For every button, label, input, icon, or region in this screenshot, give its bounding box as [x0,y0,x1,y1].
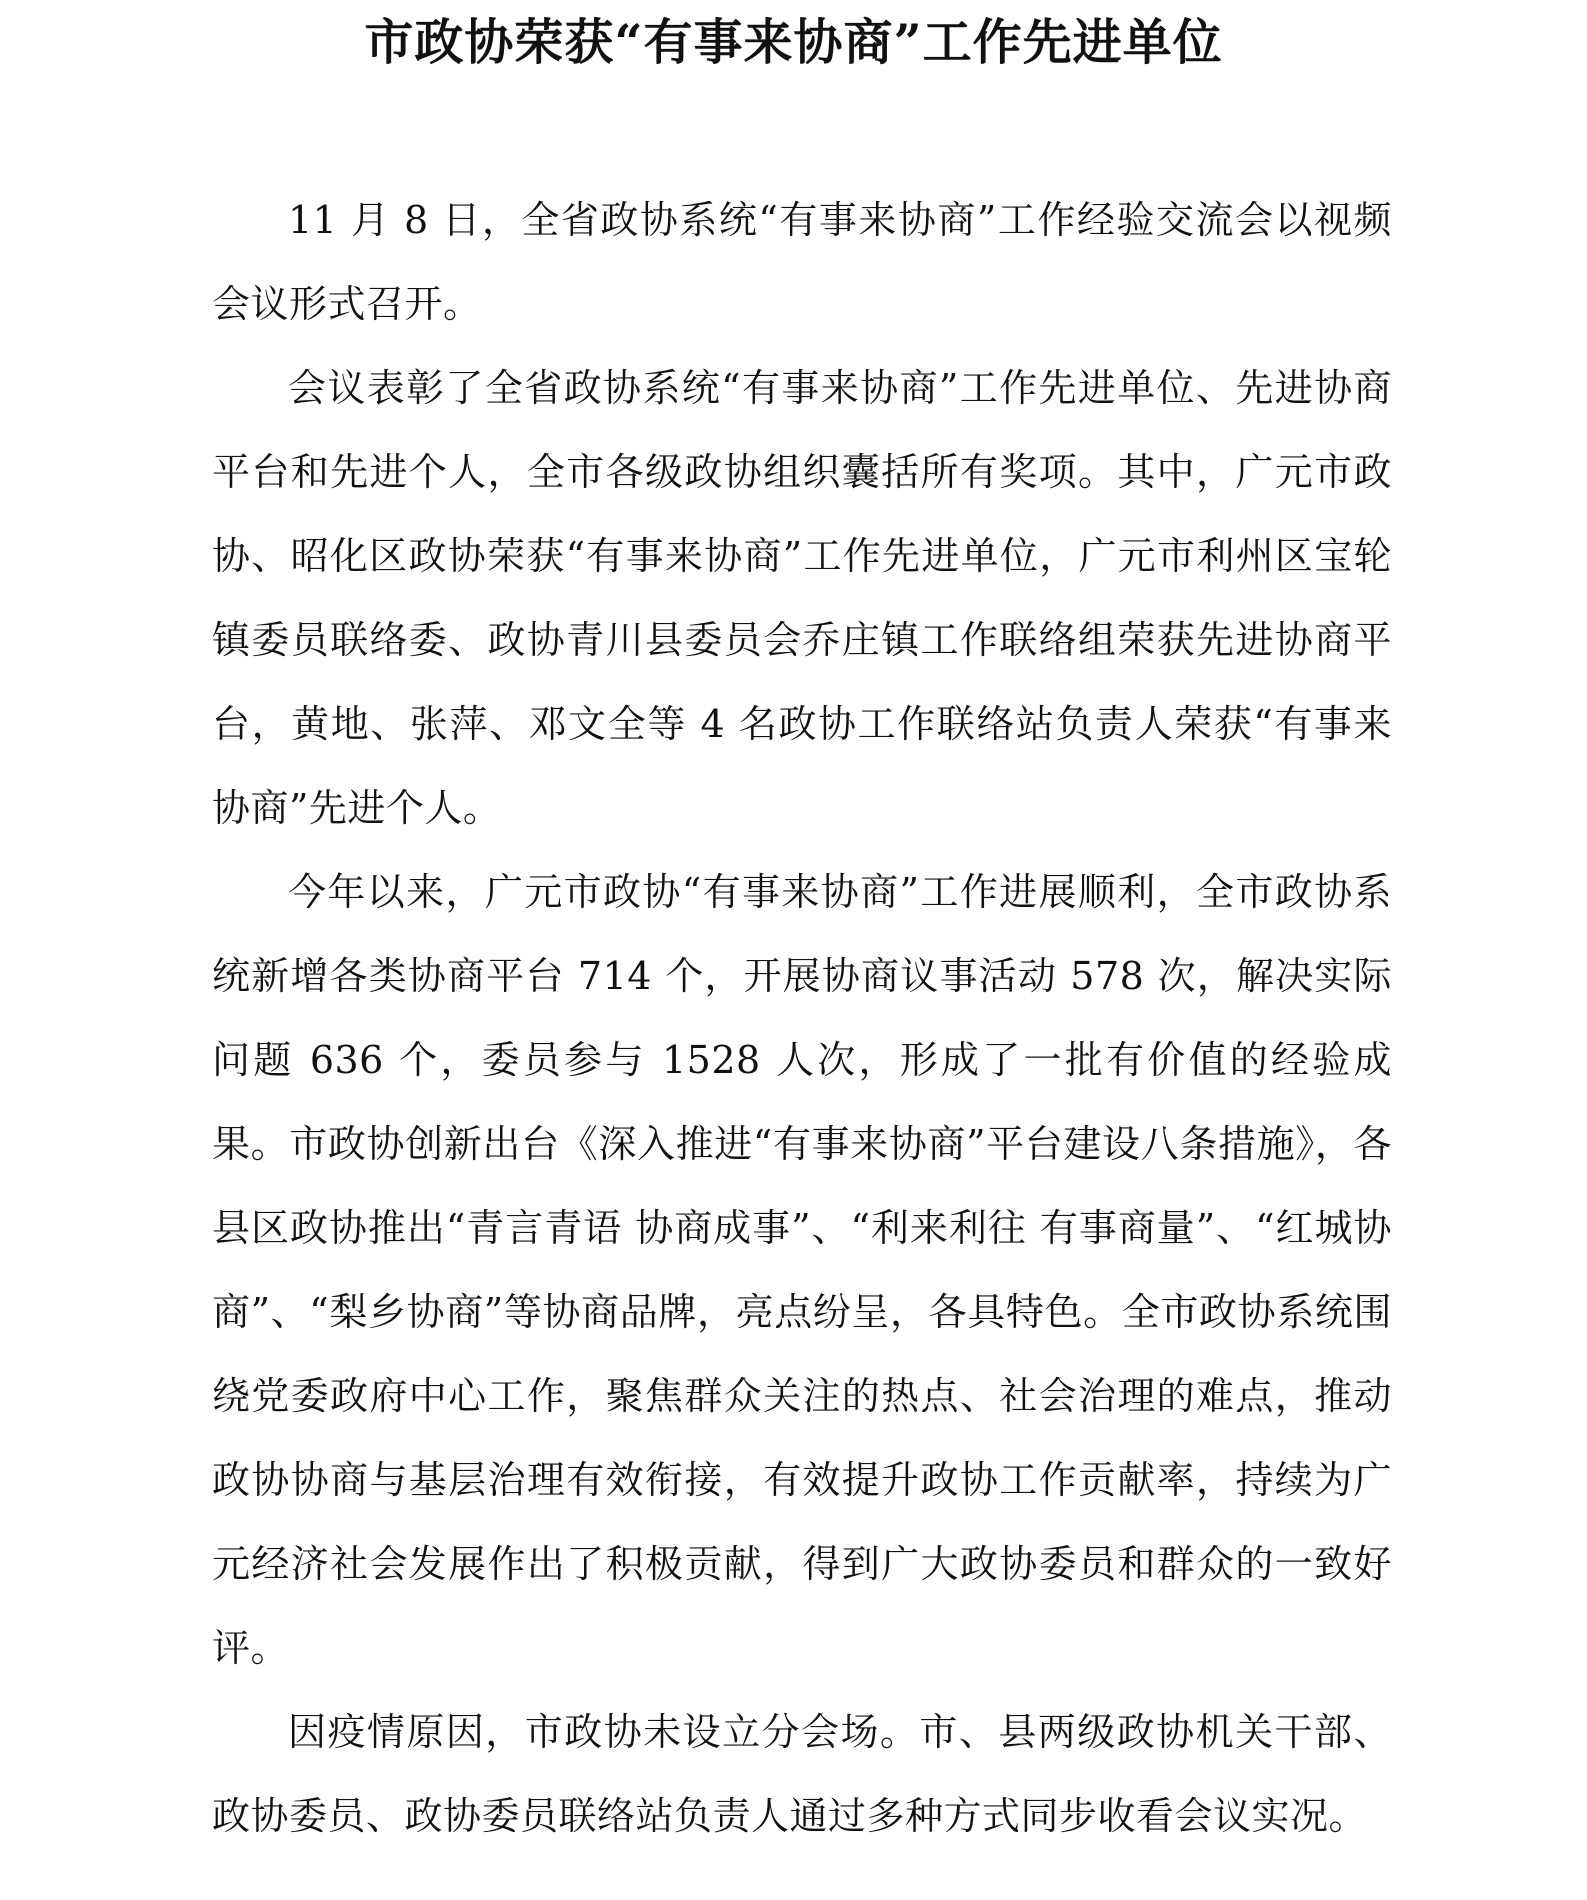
paragraph-achievements: 今年以来，广元市政协“有事来协商”工作进展顺利，全市政协系统新增各类协商平台 714 个，开展协商议事活动 578 次，解决实际问题 636 个，委员参与 1528 人次，形成了一批有价值的经验成果。市政协创新出台《深入推进“有事来协商”平台建设八条措施》，各县区政协推出“青言青语 协商成事”、“利来利往 有事商量”、“红城协商”、“梨乡协商”等协商品牌，亮点纷呈，各具特色。全市政协系统围绕党委政府中心工作，聚焦群众关注的热点、社会治理的难点，推动政协协商与基层治理有效衔接，有效提升政协工作贡献率，持续为广元经济社会发展作出了积极贡献，得到广大政协委员和群众的一致好评。 [212,870,1392,1670]
document-title: 市政协荣获“有事来协商”工作先进单位 [364,13,1223,71]
paragraph-meeting-intro: 11 月 8 日，全省政协系统“有事来协商”工作经验交流会以视频会议形式召开。 [212,198,1392,326]
paragraph-awards: 会议表彰了全省政协系统“有事来协商”工作先进单位、先进协商平台和先进个人，全市各级政协组织囊括所有奖项。其中，广元市政协、昭化区政协荣获“有事来协商”工作先进单位，广元市利州区宝轮镇委员联络委、政协青川县委员会乔庄镇工作联络组荣获先进协商平台，黄地、张萍、邓文全等 4 名政协工作联络站负责人荣获“有事来协商”先进个人。 [212,366,1392,830]
document-body [212,178,1392,1858]
paragraph-attendance: 因疫情原因，市政协未设立分会场。市、县两级政协机关干部、政协委员、政协委员联络站负责人通过多种方式同步收看会议实况。 [212,1710,1392,1838]
